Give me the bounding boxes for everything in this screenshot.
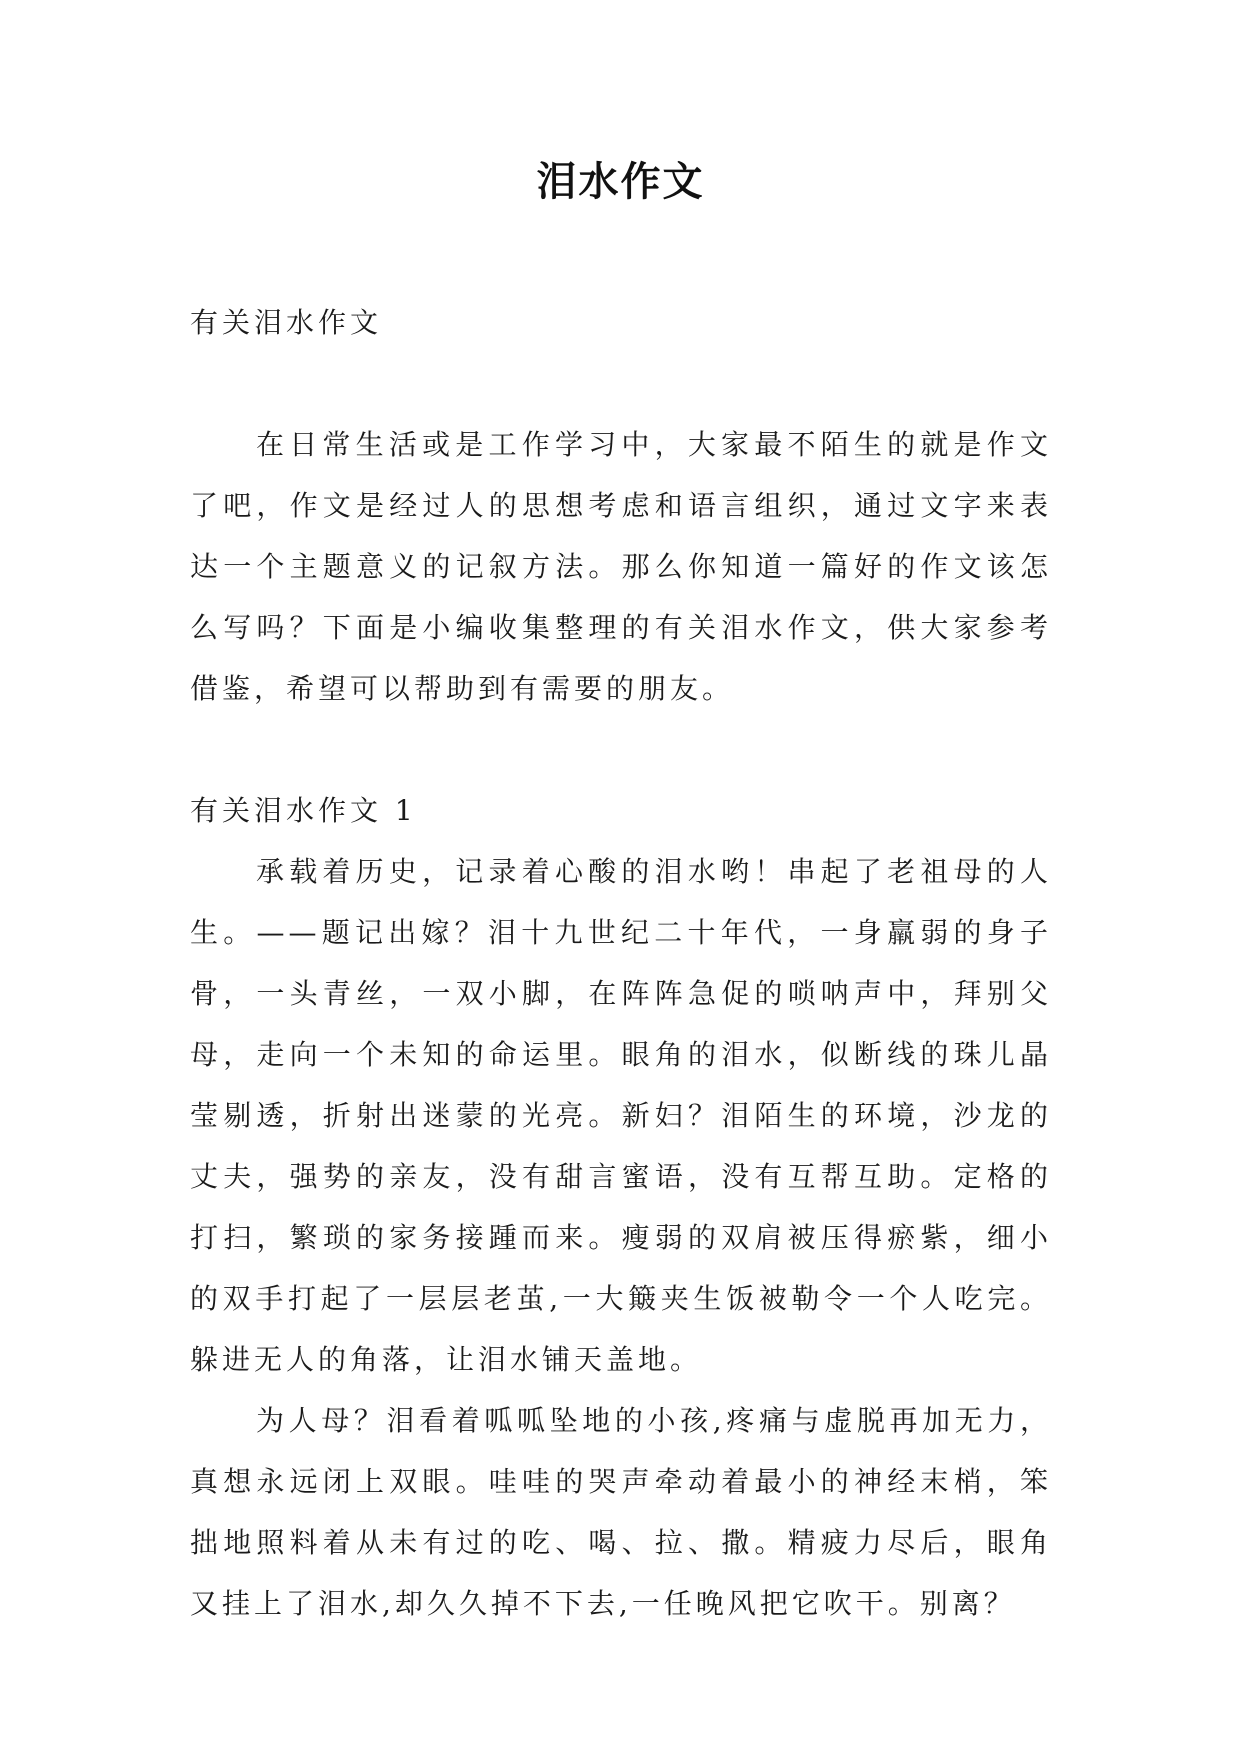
intro-paragraph: 在日常生活或是工作学习中，大家最不陌生的就是作文了吧，作文是经过人的思想考虑和语言组织，通过文字来表达一个主题意义的记叙方法。那么你知道一篇好的作文该怎么写吗？下面是小编收集整理的有关泪水作文，供大家参考借鉴，希望可以帮助到有需要的朋友。 xyxy=(190,428,1052,705)
document-subtitle: 有关泪水作文 xyxy=(190,306,383,339)
body-paragraph: 为人母？泪看着呱呱坠地的小孩,疼痛与虚脱再加无力，真想永远闭上双眼。哇哇的哭声牵动着最小的神经末梢，笨拙地照料着从未有过的吃、喝、拉、撒。精疲力尽后，眼角又挂上了泪水,却久久掉不下去,一任晚风把它吹干。别离？ xyxy=(190,1404,1052,1620)
spacer xyxy=(190,353,1052,414)
section-heading: 有关泪水作文 1 xyxy=(190,794,417,827)
body-paragraph: 承载着历史，记录着心酸的泪水哟！串起了老祖母的人生。——题记出嫁？泪十九世纪二十年代，一身羸弱的身子骨，一头青丝，一双小脚，在阵阵急促的唢呐声中，拜别父母，走向一个未知的命运里。眼角的泪水，似断线的珠儿晶莹剔透，折射出迷蒙的光亮。新妇？泪陌生的环境，沙龙的丈夫，强势的亲友，没有甜言蜜语，没有互帮互助。定格的打扫，繁琐的家务接踵而来。瘦弱的双肩被压得瘀紫，细小的双手打起了一层层老茧,一大簸夹生饭被勒令一个人吃完。躲进无人的角落，让泪水铺天盖地。 xyxy=(190,855,1052,1376)
document-title: 泪水作文 xyxy=(536,158,705,205)
document-body xyxy=(190,292,1052,1634)
spacer xyxy=(190,719,1052,780)
